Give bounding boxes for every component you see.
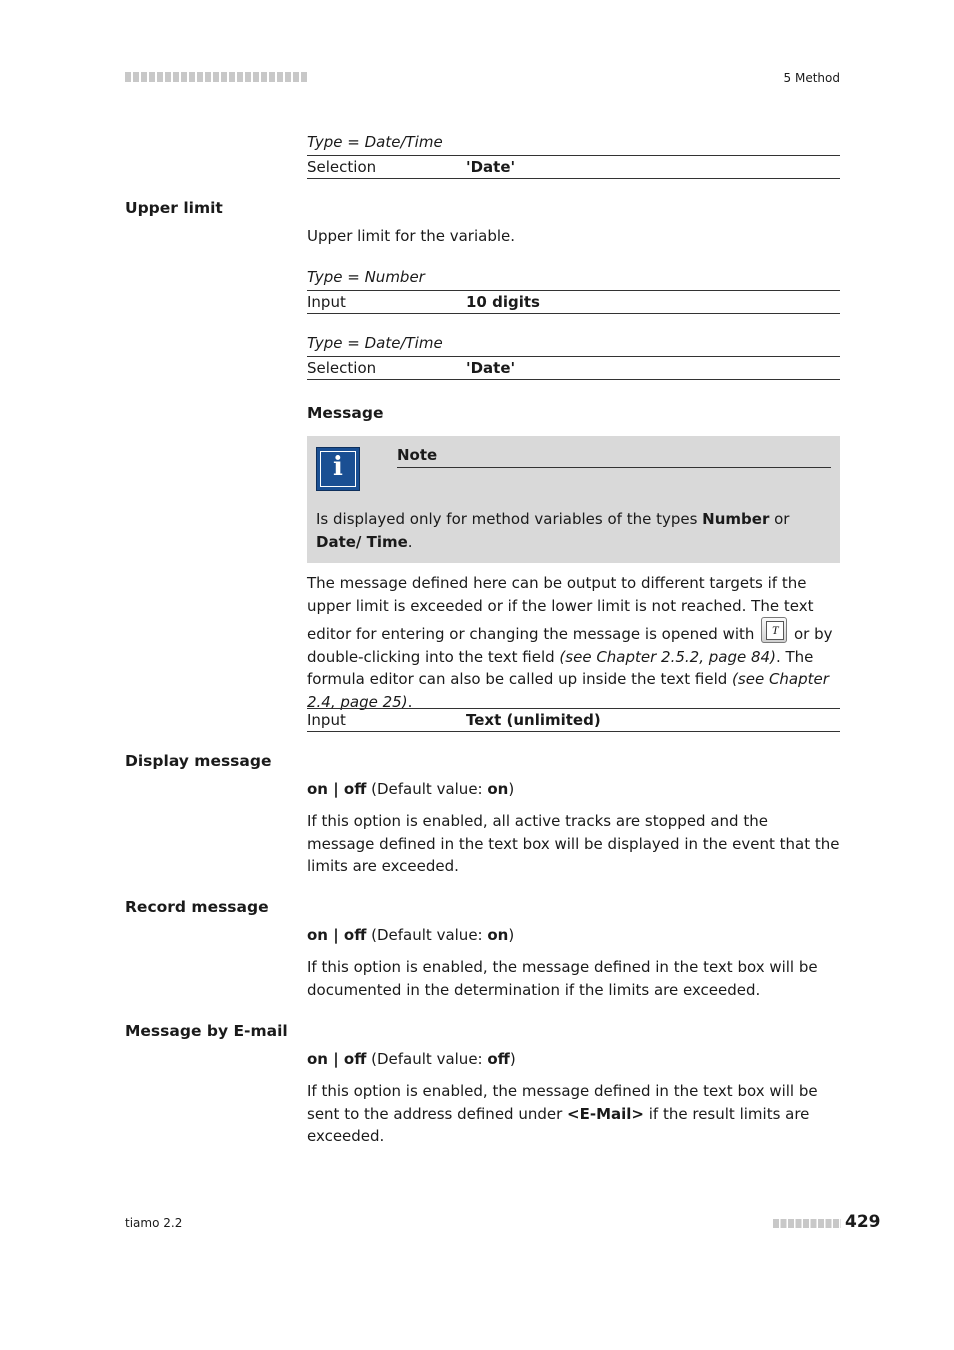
record-message-description: If this option is enabled, the message defined in the text box will be documented in the determination if the limits are exceeded. bbox=[307, 958, 818, 999]
footer-product: tiamo 2.2 bbox=[125, 1216, 183, 1230]
note-box bbox=[307, 436, 840, 563]
property-row-selection bbox=[307, 356, 840, 380]
property-value: 'Date' bbox=[466, 158, 516, 176]
record-message-options: on | off (Default value: on) bbox=[307, 926, 515, 944]
message-description: The message defined here can be output to different targets if the upper limit is exceeded or if the lower limit is not reached. The text editor for entering or changing the message is opened with T or by double-clicking into the text field (see Chapter 2.5.2, page 84). The formula editor can also be called up inside the text field (see Chapter 2.4, page 25). bbox=[307, 574, 833, 711]
property-key: Input bbox=[307, 711, 346, 729]
property-value: 'Date' bbox=[466, 359, 516, 377]
display-message-description: If this option is enabled, all active tracks are stopped and the message defined in the text box will be displayed in the event that the limits are exceeded. bbox=[307, 812, 840, 875]
type-caption-date: Type = Date/Time bbox=[307, 334, 443, 352]
display-message-options: on | off (Default value: on) bbox=[307, 780, 515, 798]
property-key: Selection bbox=[307, 158, 377, 176]
property-row-input bbox=[307, 290, 840, 314]
property-key: Selection bbox=[307, 359, 377, 377]
upper-limit-description: Upper limit for the variable. bbox=[307, 227, 516, 245]
email-message-options: on | off (Default value: off) bbox=[307, 1050, 516, 1068]
section-upper-limit: Upper limit bbox=[125, 199, 223, 217]
type-caption-date: Type = Date/Time bbox=[307, 133, 443, 151]
property-row-input bbox=[307, 708, 840, 732]
chapter-title: 5 Method bbox=[783, 71, 840, 85]
property-row-selection bbox=[307, 155, 840, 179]
header-decoration bbox=[125, 72, 307, 82]
section-message-by-email: Message by E-mail bbox=[125, 1022, 288, 1040]
message-heading: Message bbox=[307, 404, 384, 422]
page-number: 429 bbox=[845, 1212, 881, 1232]
footer-decoration bbox=[773, 1219, 841, 1228]
note-title: Note bbox=[397, 446, 831, 468]
property-value: 10 digits bbox=[466, 293, 540, 311]
section-record-message: Record message bbox=[125, 898, 269, 916]
property-key: Input bbox=[307, 293, 346, 311]
property-value: Text (unlimited) bbox=[466, 711, 601, 729]
type-caption-number: Type = Number bbox=[307, 268, 425, 286]
section-display-message: Display message bbox=[125, 752, 272, 770]
text-editor-button[interactable]: T bbox=[761, 617, 787, 643]
note-text: Is displayed only for method variables of the types Number or Date/ Time. bbox=[316, 510, 790, 551]
email-message-description: If this option is enabled, the message defined in the text box will be sent to the address defined under <E-Mail> if the result limits are exceeded. bbox=[307, 1082, 818, 1145]
info-icon: i bbox=[316, 447, 360, 491]
